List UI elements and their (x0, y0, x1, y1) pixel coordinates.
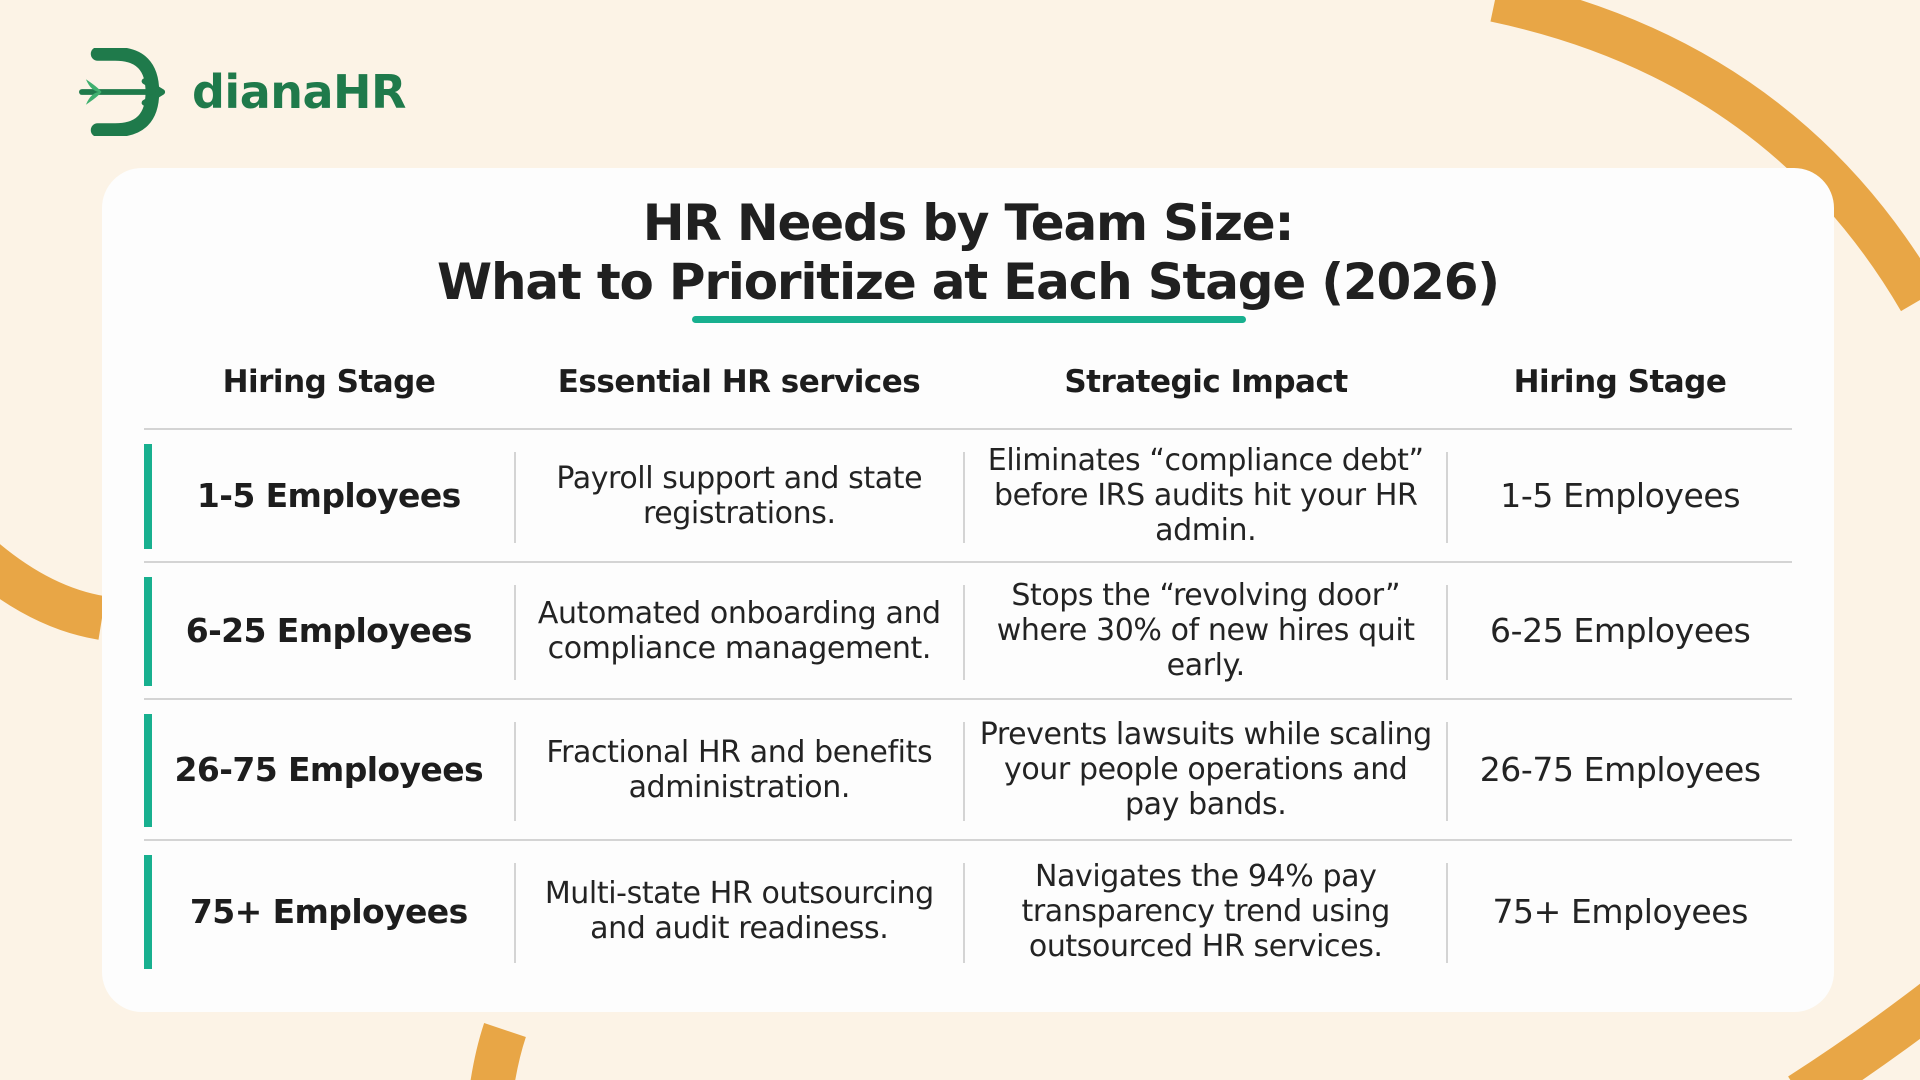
row-accent-bar (144, 714, 152, 827)
brand-name: dianaHR (192, 65, 406, 119)
bottom-arc (490, 1030, 505, 1080)
arrow-d-logo-icon (76, 48, 174, 136)
bottom-right-arc (1800, 1000, 1920, 1080)
column-header-strategic-impact: Strategic Impact (1064, 364, 1348, 400)
table-row (144, 841, 1792, 981)
row-impact: Stops the “revolving door” where 30% of new hires quit early. (996, 578, 1415, 683)
row-stage: 26-75 Employees (174, 750, 484, 789)
row-services: Fractional HR and benefits administration. (546, 734, 933, 805)
row-impact: Eliminates “compliance debt” before IRS audits hit your HR admin. (987, 443, 1424, 548)
table-header-row (144, 336, 1792, 428)
column-header-essential-services: Essential HR services (557, 364, 921, 400)
title-line-2: What to Prioritize at Each Stage (2026) (437, 253, 1499, 311)
row-services: Multi-state HR outsourcing and audit readiness. (544, 876, 934, 946)
row-stage-repeat: 1-5 Employees (1500, 476, 1741, 515)
content-card (102, 168, 1834, 1012)
table-row (144, 563, 1792, 698)
row-stage: 1-5 Employees (196, 476, 461, 515)
table-row (144, 700, 1792, 839)
row-impact: Prevents lawsuits while scaling your people operations and pay bands. (979, 717, 1432, 822)
row-stage: 6-25 Employees (185, 611, 472, 650)
row-stage-repeat: 75+ Employees (1492, 891, 1748, 931)
column-header-hiring-stage-repeat: Hiring Stage (1513, 364, 1727, 400)
row-stage-repeat: 6-25 Employees (1490, 611, 1751, 650)
row-accent-bar (144, 855, 152, 969)
row-stage: 75+ Employees (189, 891, 468, 931)
left-arc (0, 556, 102, 618)
column-header-hiring-stage: Hiring Stage (222, 364, 436, 400)
row-services: Payroll support and state registrations. (556, 460, 923, 531)
page-title (102, 194, 1834, 312)
title-underline (692, 316, 1246, 323)
row-accent-bar (144, 444, 152, 549)
row-accent-bar (144, 577, 152, 686)
row-services: Automated onboarding and compliance management. (537, 595, 941, 666)
table-row (144, 430, 1792, 561)
title-line-1: HR Needs by Team Size: (642, 194, 1294, 252)
hr-needs-table (144, 336, 1792, 981)
row-stage-repeat: 26-75 Employees (1479, 750, 1761, 789)
row-impact: Navigates the 94% pay transparency trend using outsourced HR services. (1021, 858, 1390, 964)
brand-logo[interactable] (76, 48, 406, 136)
